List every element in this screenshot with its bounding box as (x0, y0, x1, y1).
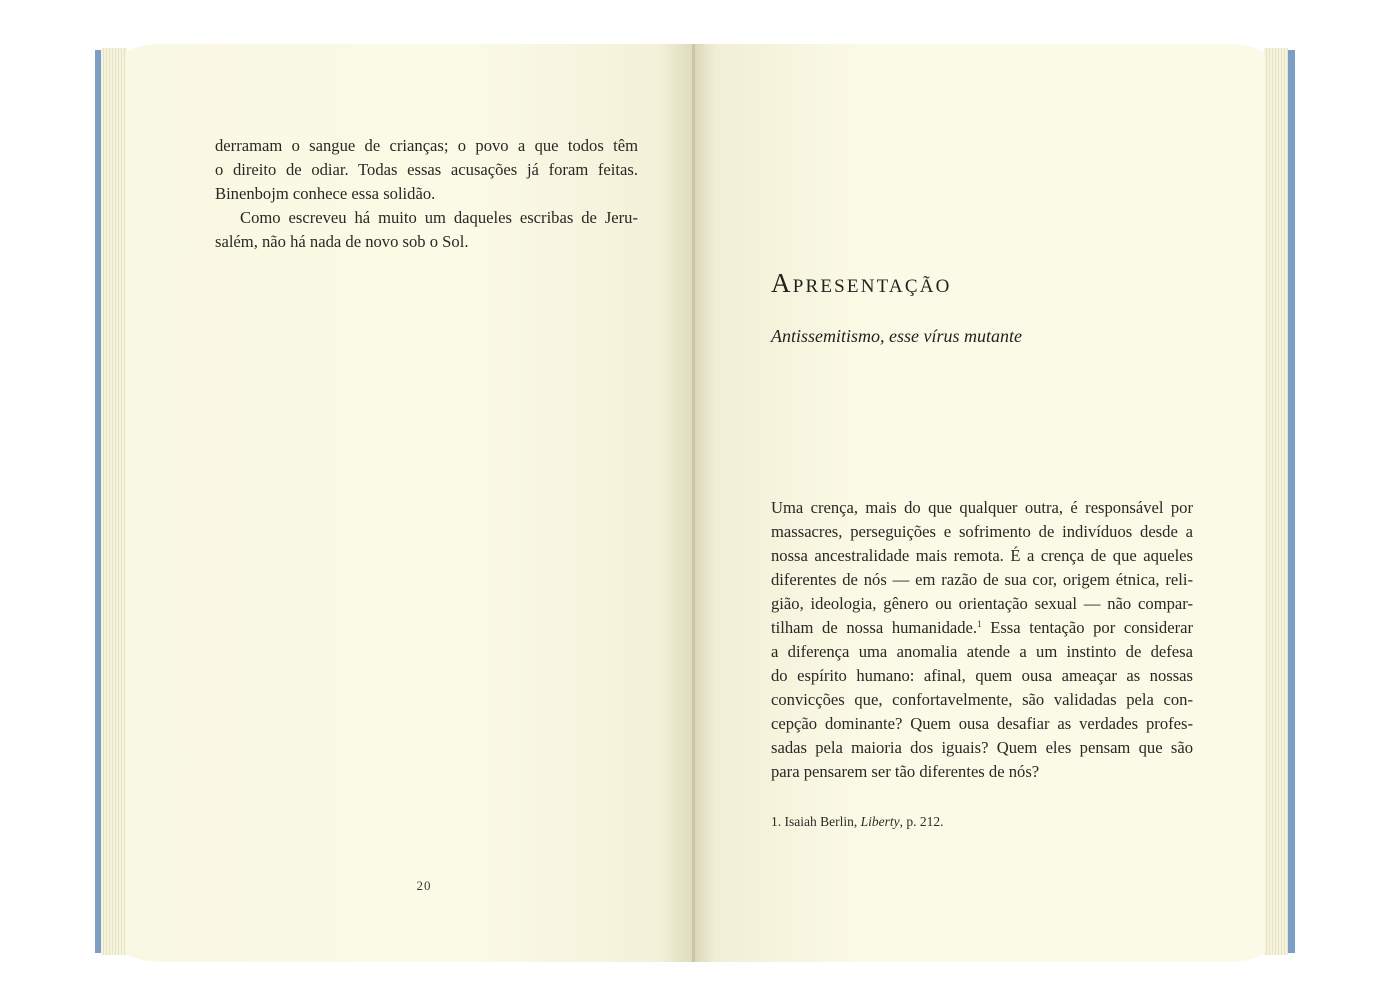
text-line: gião, ideologia, gênero ou orientação sexual — não compar- (771, 594, 1193, 613)
text-line: Como escreveu há muito um daqueles escribas de Jeru- (240, 208, 638, 227)
page-stack-left (101, 48, 127, 955)
text-line: Binenbojm conhece essa solidão. (215, 184, 436, 203)
left-page-text (215, 134, 638, 254)
text-line: cepção dominante? Quem ousa desafiar as verdades profes- (771, 714, 1193, 733)
text-fragment: Essa tentação por considerar (981, 618, 1193, 637)
text-line: salém, não há nada de novo sob o Sol. (215, 232, 469, 251)
text-line: Uma crença, mais do que qualquer outra, é responsável por (771, 498, 1193, 517)
chapter-title: Apresentação (771, 268, 952, 298)
text-line: massacres, perseguições e sofrimento de indivíduos desde a (771, 522, 1193, 541)
page-number: 20 (416, 878, 432, 893)
book-gutter (692, 44, 695, 962)
footnote-marker: 1 (977, 619, 982, 629)
text-line: diferentes de nós — em razão de sua cor, origem étnica, reli- (771, 570, 1193, 589)
text-line: a diferença uma anomalia atende a um instinto de defesa (771, 642, 1193, 661)
text-line: convicções que, confortavelmente, são validadas pela con- (771, 690, 1193, 709)
text-line-with-footnote (771, 616, 1193, 640)
text-line: derramam o sangue de crianças; o povo a que todos têm (215, 136, 638, 155)
chapter-subtitle: Antissemitismo, esse vírus mutante (771, 326, 1022, 346)
text-line: nossa ancestralidade mais remota. É a crença de que aqueles (771, 546, 1193, 565)
footnote (771, 814, 943, 830)
text-line: do espírito humano: afinal, quem ousa ameaçar as nossas (771, 666, 1193, 685)
footnote-page: , p. 212. (899, 814, 944, 829)
text-line: sadas pela maioria dos iguais? Quem eles pensam que são (771, 738, 1193, 757)
page-stack-right (1264, 48, 1288, 955)
text-fragment: tilham de nossa humanidade. (771, 618, 978, 637)
left-paragraph-1 (215, 134, 638, 206)
footnote-number: 1. Isaiah Berlin, (771, 814, 861, 829)
footnote-book-title: Liberty (860, 814, 900, 829)
book-cover-edge-right (1288, 50, 1295, 953)
right-page-text (771, 496, 1193, 784)
text-line: para pensarem ser tão diferentes de nós? (771, 762, 1040, 781)
left-paragraph-2 (215, 206, 638, 254)
text-line: o direito de odiar. Todas essas acusações já foram feitas. (215, 160, 638, 179)
